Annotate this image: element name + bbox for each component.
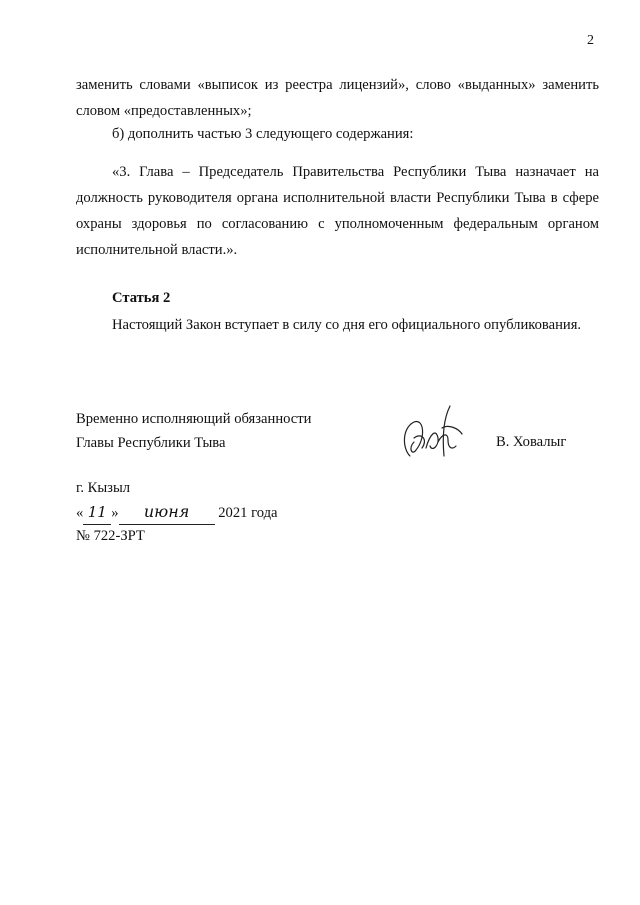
signatory-name: В. Ховалыг bbox=[496, 434, 567, 450]
article-heading: Статья 2 bbox=[112, 290, 171, 306]
article-text: Настоящий Закон вступает в силу со дня его официального опубликования. bbox=[112, 317, 582, 333]
quote-open: « bbox=[76, 505, 84, 521]
paragraph-3: «3. Глава – Председатель Правительства Республики Тыва назначает на должность руководителя органа исполнительной власти Республики Тыва в сфере охраны здоровья по согласованию с уполномоченным федеральным органом исполнительной власти.». bbox=[76, 164, 599, 258]
date-line bbox=[76, 500, 278, 524]
signatory-title-line-1: Временно исполняющий обязанности bbox=[76, 411, 312, 427]
law-number: № 722-ЗРТ bbox=[76, 528, 145, 544]
signatory-title-line-2: Главы Республики Тыва bbox=[76, 435, 226, 451]
page-number: 2 bbox=[587, 33, 594, 48]
city: г. Кызыл bbox=[76, 480, 131, 496]
place-date-block bbox=[76, 476, 278, 548]
signature bbox=[392, 398, 472, 468]
date-month: июня bbox=[119, 500, 215, 525]
date-year: 2021 года bbox=[218, 505, 278, 521]
paragraph-1: заменить словами «выписок из реестра лицензий», слово «выданных» заменить словом «предоставленных»; bbox=[76, 77, 599, 119]
date-day: 11 bbox=[83, 500, 111, 525]
paragraph-2: б) дополнить частью 3 следующего содержания: bbox=[112, 126, 414, 142]
quote-close: » bbox=[111, 505, 119, 521]
signatory-title bbox=[76, 407, 311, 455]
